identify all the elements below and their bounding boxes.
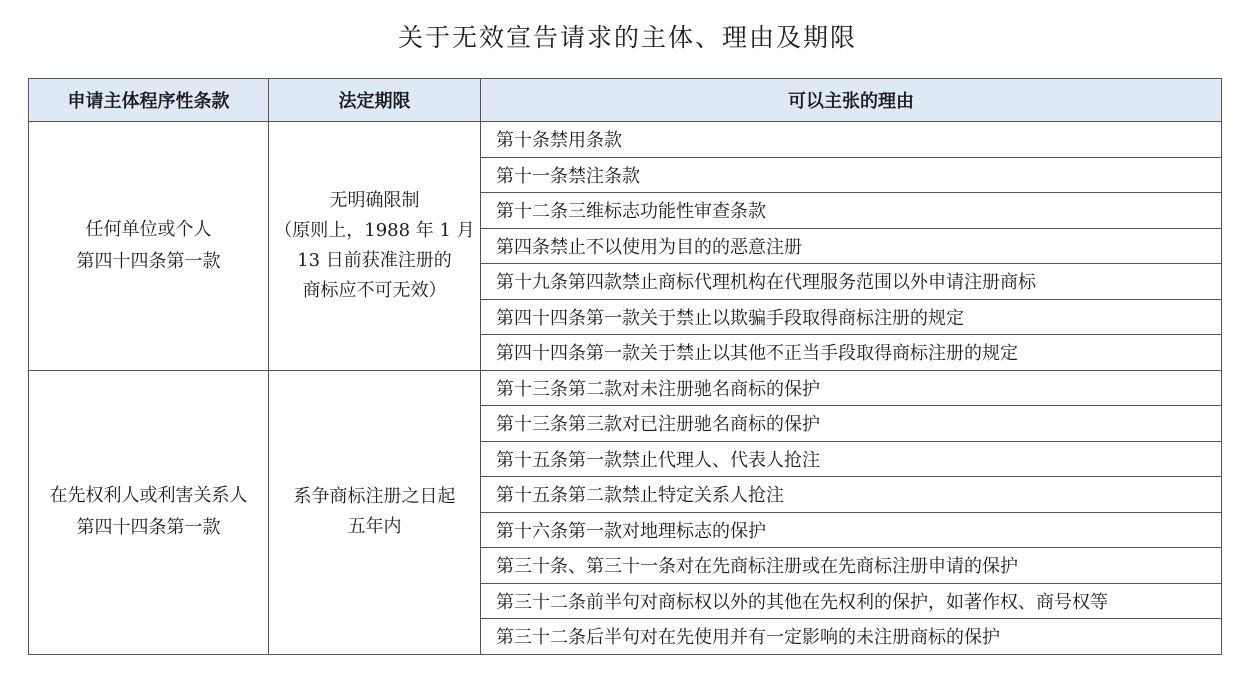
subject-line: 第四十四条第一款	[76, 250, 221, 272]
reason-cell: 第十一条禁注条款	[481, 157, 1222, 193]
reason-cell: 第四十四条第一款关于禁止以欺骗手段取得商标注册的规定	[481, 299, 1222, 335]
page-title: 关于无效宣告请求的主体、理由及期限	[397, 23, 857, 52]
table-row	[29, 370, 1222, 406]
period-line: 无明确限制	[329, 189, 420, 211]
reason-cell: 第十六条第一款对地理标志的保护	[481, 512, 1222, 548]
reason-cell: 第十五条第一款禁止代理人、代表人抢注	[481, 441, 1222, 477]
reason-cell: 第十五条第二款禁止特定关系人抢注	[481, 477, 1222, 513]
reason-cell: 第十条禁用条款	[481, 122, 1222, 158]
period-line: （原则上，1988 年 1 月	[274, 219, 475, 241]
header-subject: 申请主体程序性条款	[29, 79, 269, 122]
header-row	[29, 79, 1222, 122]
subject-cell	[29, 370, 269, 654]
period-line: 系争商标注册之日起	[293, 486, 456, 507]
reason-cell: 第十九条第四款禁止商标代理机构在代理服务范围以外申请注册商标	[481, 264, 1222, 300]
reason-cell: 第三十条、第三十一条对在先商标注册或在先商标注册申请的保护	[481, 548, 1222, 584]
period-line: 五年内	[347, 516, 402, 537]
period-cell	[269, 370, 481, 654]
reason-cell: 第三十二条前半句对商标权以外的其他在先权利的保护，如著作权、商号权等	[481, 583, 1222, 619]
reason-cell: 第四条禁止不以使用为目的的恶意注册	[481, 228, 1222, 264]
reason-cell: 第十二条三维标志功能性审查条款	[481, 193, 1222, 229]
table-row	[29, 122, 1222, 158]
invalidation-table	[28, 78, 1222, 655]
header-reasons: 可以主张的理由	[481, 79, 1222, 122]
header-period: 法定期限	[269, 79, 481, 122]
period-cell	[269, 122, 481, 371]
subject-line: 任何单位或个人	[85, 218, 212, 240]
reason-cell: 第四十四条第一款关于禁止以其他不正当手段取得商标注册的规定	[481, 335, 1222, 371]
reason-cell: 第十三条第三款对已注册驰名商标的保护	[481, 406, 1222, 442]
subject-line: 第四十四条第一款	[76, 517, 221, 538]
period-line: 商标应不可无效）	[302, 279, 447, 301]
subject-line: 在先权利人或利害关系人	[49, 485, 248, 506]
subject-cell	[29, 122, 269, 371]
reason-cell: 第三十二条后半句对在先使用并有一定影响的未注册商标的保护	[481, 619, 1222, 655]
period-line: 13 日前获准注册的	[297, 249, 452, 271]
reason-cell: 第十三条第二款对未注册驰名商标的保护	[481, 370, 1222, 406]
